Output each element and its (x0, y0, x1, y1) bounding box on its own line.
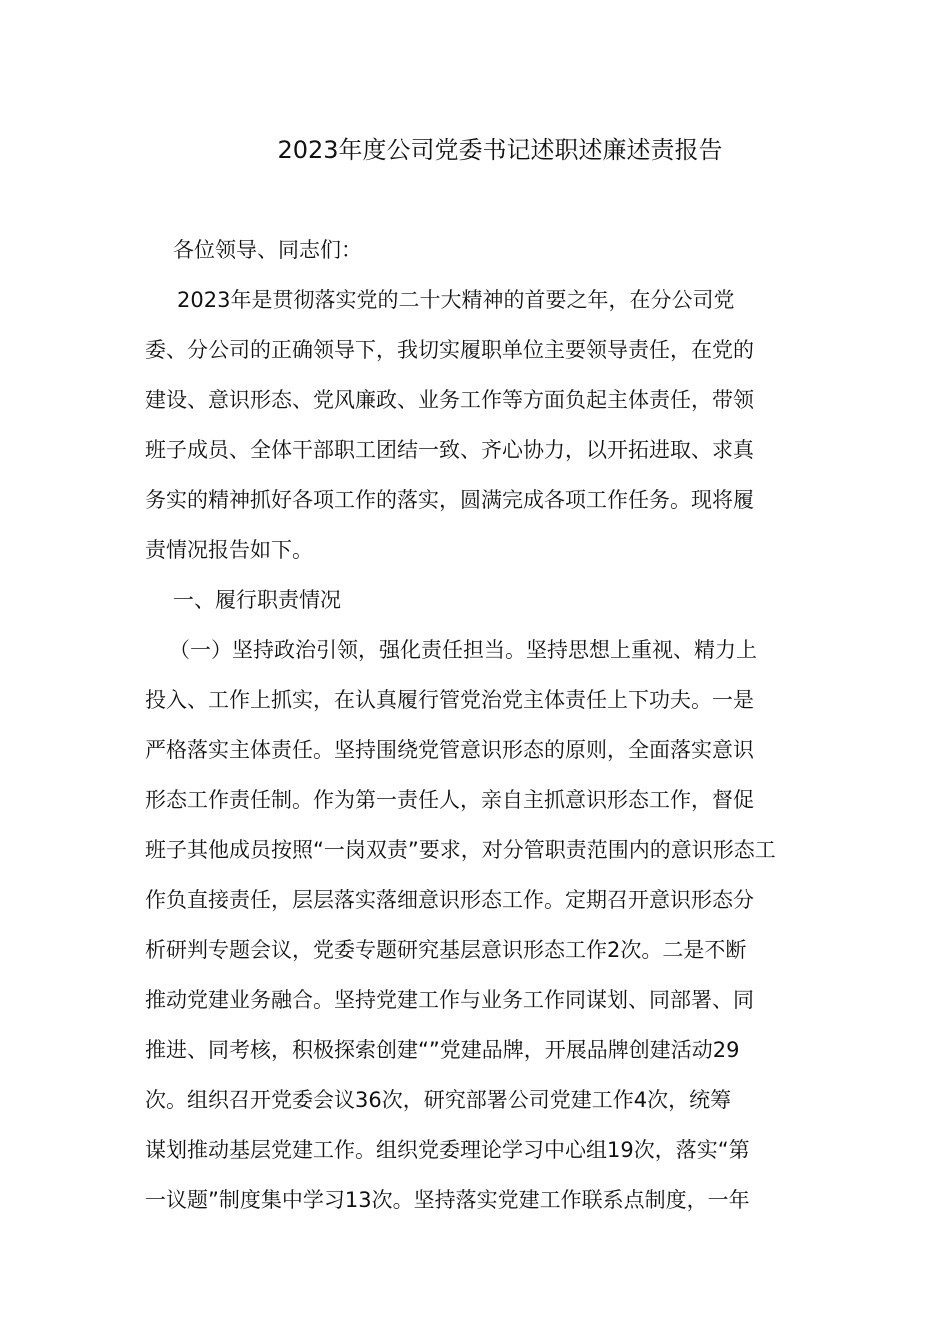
paragraph-line: 务实的精神抓好各项工作的落实，圆满完成各项工作任务。现将履 (145, 488, 754, 512)
paragraph-line: 析研判专题会议，党委专题研究基层意识形态工作2次。二是不断 (145, 938, 747, 962)
paragraph-line: 谋划推动基层党建工作。组织党委理论学习中心组19次，落实“第 (145, 1138, 750, 1162)
paragraph-line: 班子其他成员按照“一岗双责”要求，对分管职责范围内的意识形态工 (145, 838, 776, 862)
paragraph-line: 次。组织召开党委会议36次，研究部署公司党建工作4次，统筹 (145, 1088, 732, 1112)
paragraph-line: 推动党建业务融合。坚持党建工作与业务工作同谋划、同部署、同 (145, 988, 754, 1012)
salutation-line: 各位领导、同志们： (173, 238, 362, 262)
paragraph-line: 建设、意识形态、党风廉政、业务工作等方面负起主体责任，带领 (145, 388, 754, 412)
paragraph-line: 一议题”制度集中学习13次。坚持落实党建工作联系点制度，一年 (145, 1188, 750, 1212)
paragraph-line: 2023年是贯彻落实党的二十大精神的首要之年，在分公司党 (177, 288, 735, 312)
paragraph-line: 形态工作责任制。作为第一责任人，亲自主抓意识形态工作，督促 (145, 788, 754, 812)
paragraph-line: 班子成员、全体干部职工团结一致、齐心协力，以开拓进取、求真 (145, 438, 754, 462)
paragraph-line: 委、分公司的正确领导下，我切实履职单位主要领导责任，在党的 (145, 338, 754, 362)
document-title: 2023年度公司党委书记述职述廉述责报告 (277, 136, 723, 164)
paragraph-line: （一）坚持政治引领，强化责任担当。坚持思想上重视、精力上 (169, 638, 757, 662)
document-body (145, 232, 810, 1232)
paragraph-line: 推进、同考核，积极探索创建“”党建品牌，开展品牌创建活动29 (145, 1038, 740, 1062)
section-heading: 一、履行职责情况 (173, 588, 341, 612)
paragraph-line: 作负直接责任，层层落实落细意识形态工作。定期召开意识形态分 (145, 888, 754, 912)
paragraph-line: 投入、工作上抓实，在认真履行管党治党主体责任上下功夫。一是 (145, 688, 754, 712)
paragraph-line: 责情况报告如下。 (145, 538, 313, 562)
paragraph-line: 严格落实主体责任。坚持围绕党管意识形态的原则，全面落实意识 (145, 738, 754, 762)
